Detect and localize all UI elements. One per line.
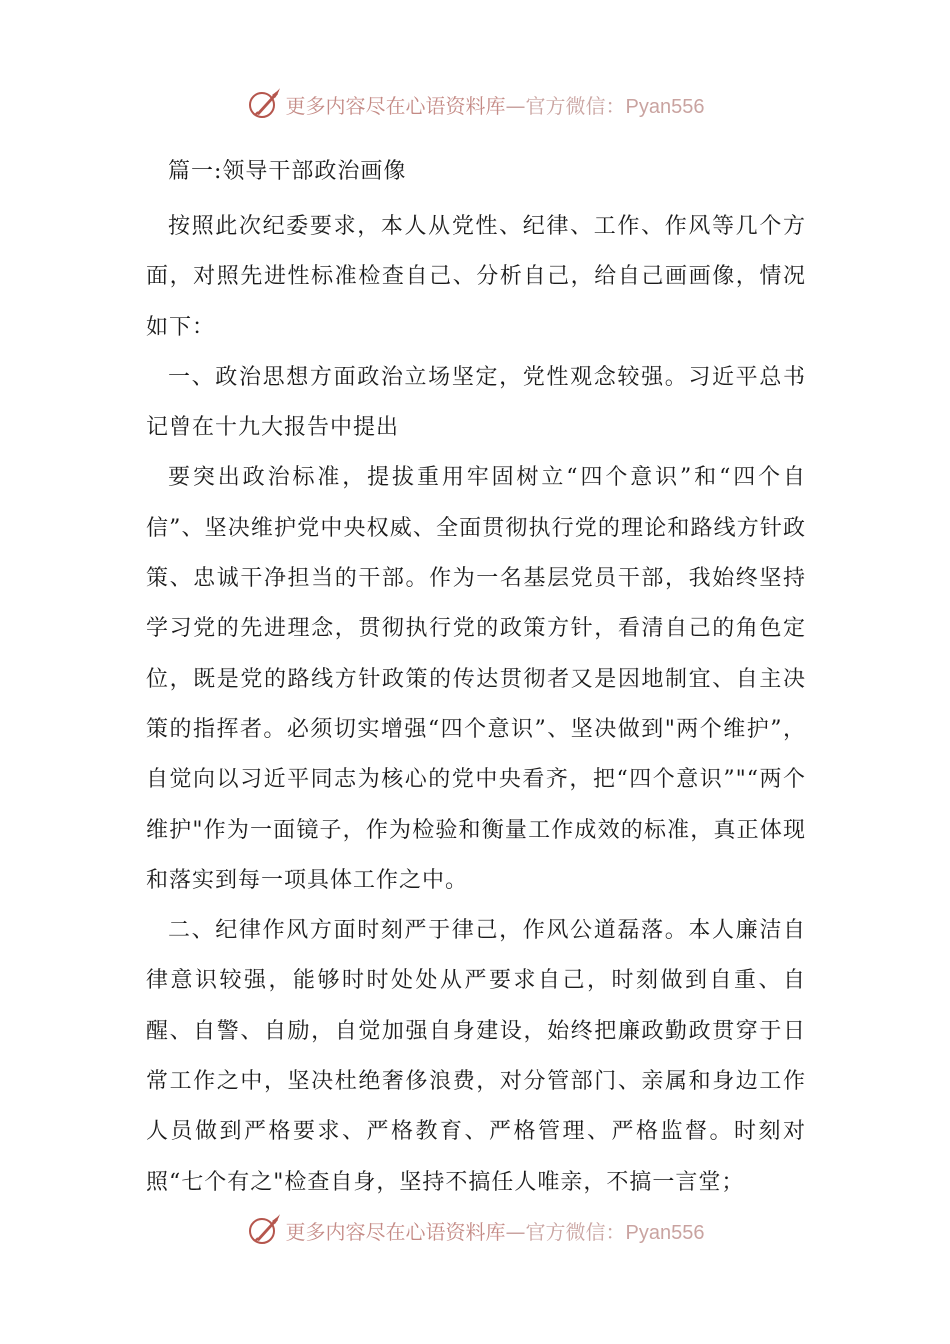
quill-pen-icon (246, 86, 282, 122)
watermark-brand: 更多内容尽在心语资料库 (285, 1219, 506, 1244)
watermark-contact-id: Pyan556 (625, 95, 705, 118)
paragraph-discipline: 二、纪律作风方面时刻严于律己，作风公道磊落。本人廉洁自律意识较强，能够时时处处从严要求自己，时刻做到自重、自醒、自警、自励，自觉加强自身建设，始终把廉政勤政贯穿于日常工作之中，坚决杜绝奢侈浪费，对分管部门、亲属和身边工作人员做到严格要求、严格教育、严格管理、严格监督。时刻对照“七个有之"检查自身，坚持不搞任人唯亲，不搞一言堂； (146, 918, 806, 1195)
watermark-separator: — (505, 1219, 526, 1244)
document-body (146, 152, 806, 1208)
footer-watermark (0, 1210, 950, 1250)
header-watermark (0, 84, 950, 124)
section-title: 篇一:领导干部政治画像 (168, 159, 407, 184)
paragraph-intro: 按照此次纪委要求，本人从党性、纪律、工作、作风等几个方面，对照先进性标准检查自己、分析自己，给自己画画像，情况如下： (146, 214, 806, 340)
watermark-text (286, 1216, 705, 1245)
paragraph-political-heading: 一、政治思想方面政治立场坚定，党性观念较强。习近平总书记曾在十九大报告中提出 (146, 364, 806, 441)
watermark-contact-label: 官方微信： (525, 93, 626, 118)
watermark-contact-label: 官方微信： (525, 1219, 626, 1244)
watermark-separator: — (505, 93, 526, 118)
watermark-contact-id: Pyan556 (625, 1221, 705, 1244)
watermark-brand: 更多内容尽在心语资料库 (285, 93, 506, 118)
paragraph-political-body: 要突出政治标准，提拔重用牢固树立“四个意识”和“四个自信”、坚决维护党中央权威、全面贯彻执行党的理论和路线方针政策、忠诚干净担当的干部。作为一名基层党员干部，我始终坚持学习党的先进理念，贯彻执行党的政策方针，看清自己的角色定位，既是党的路线方针政策的传达贯彻者又是因地制宜、自主决策的指挥者。必须切实增强“四个意识”、坚决做到"两个维护”，自觉向以习近平同志为核心的党中央看齐，把“四个意识”"“两个维护"作为一面镜子，作为检验和衡量工作成效的标准，真正体现和落实到每一项具体工作之中。 (146, 465, 806, 893)
quill-pen-icon (246, 1212, 282, 1248)
watermark-text (286, 90, 705, 119)
